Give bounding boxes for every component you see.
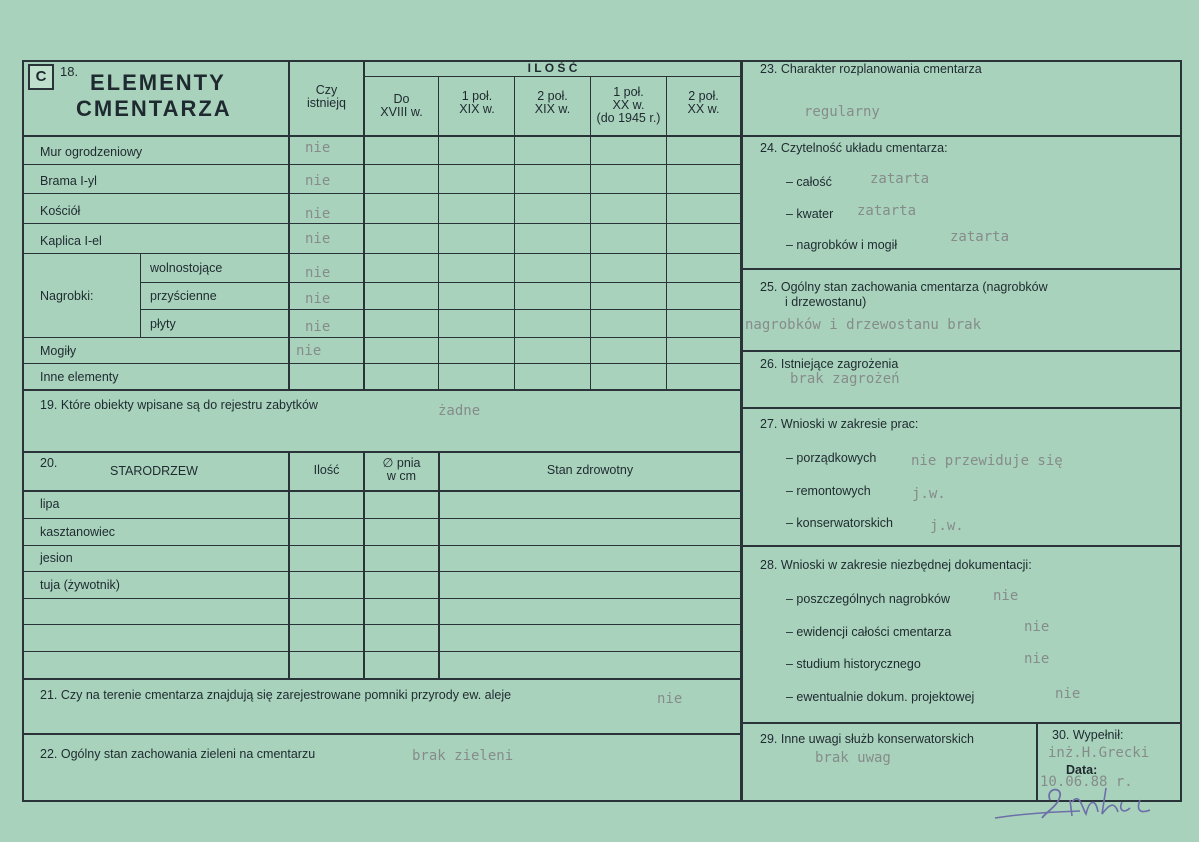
q30-date-label: Data: (1066, 763, 1098, 777)
q24-item-value-2: zatarta (857, 203, 917, 219)
q28-label: 28. Wnioski w zakresie niezbędnej dokumentacji: (760, 558, 1032, 572)
tree-row-1: lipa (40, 497, 60, 511)
grid-line (514, 76, 515, 390)
q27-item-label-2: – remontowych (786, 484, 871, 498)
col-exists-line2: istniejq (307, 96, 346, 110)
q28-item-value-4: nie (1055, 686, 1081, 702)
period-1-line2: XVIII w. (380, 105, 423, 119)
period-header-5 (667, 90, 740, 116)
tree-row-2: kasztanowiec (40, 525, 116, 539)
row-line (22, 518, 742, 519)
row-value-brama: nie (305, 173, 331, 189)
period-1-line1: Do (393, 92, 410, 106)
row-label-inne: Inne elementy (40, 370, 119, 384)
frame-middle (740, 60, 743, 802)
frame-right (1180, 60, 1182, 802)
row-label-kaplica: Kaplica I-el (40, 234, 102, 248)
section-line (742, 407, 1182, 409)
section-line (22, 451, 742, 453)
grid-line (438, 76, 439, 390)
row-line (140, 282, 742, 283)
row-line (22, 363, 742, 364)
q27-item-value-1: nie przewiduje się (911, 453, 1063, 469)
col-exists-line1: Czy (315, 83, 338, 97)
q30-date: 10.06.88 r. (1040, 774, 1133, 790)
tree-row-4: tuja (żywotnik) (40, 578, 120, 592)
grid-line (666, 76, 667, 390)
period-header-1 (365, 93, 438, 119)
period-3-line2: XIX w. (534, 102, 571, 116)
grid-line (438, 451, 440, 679)
period-5-line1: 2 poł. (688, 89, 719, 103)
row-line (22, 193, 742, 194)
signature (990, 778, 1175, 828)
row-line (22, 490, 742, 492)
q22-label: 22. Ogólny stan zachowania zieleni na cmentarzu (40, 747, 316, 761)
section-18-title-line2: CMENTARZA (76, 96, 232, 121)
section-line (22, 678, 742, 680)
q20-col-stan: Stan zdrowotny (546, 463, 634, 477)
q20-col-ilosc: Ilość (313, 463, 340, 477)
grid-line (363, 451, 365, 679)
q24-label: 24. Czytelność układu cmentarza: (760, 141, 948, 155)
grid-line (22, 135, 742, 137)
nagrobki-row-value-2: nie (305, 291, 331, 307)
q19-label: 19. Które obiekty wpisane są do rejestru zabytków (40, 398, 318, 412)
q27-item-value-3: j.w. (930, 518, 964, 534)
q27-item-label-1: – porządkowych (786, 451, 877, 465)
q28-item-value-3: nie (1024, 651, 1050, 667)
q20-col-pnia-line1: ∅ pnia (382, 456, 421, 470)
q25-label-1: 25. Ogólny stan zachowania cmentarza (nagrobków (760, 280, 1048, 294)
row-line (22, 253, 742, 254)
row-line (22, 571, 742, 572)
period-5-line2: XX w. (687, 102, 720, 116)
section-line (742, 545, 1182, 547)
q24-item-label-3: – nagrobków i mogił (786, 238, 898, 252)
section-18-title-line1: ELEMENTY (90, 70, 226, 95)
nagrobki-row-value-1: nie (305, 265, 331, 281)
q23-label: 23. Charakter rozplanowania cmentarza (760, 62, 982, 76)
period-2-line2: XIX w. (459, 102, 495, 116)
section-line (742, 350, 1182, 352)
q21-label: 21. Czy na terenie cmentarza znajdują się zarejestrowane pomniki przyrody ew. aleje (40, 688, 512, 702)
q24-item-value-3: zatarta (950, 229, 1010, 245)
q22-value: brak zieleni (412, 748, 514, 764)
row-label-brama: Brama I-yl (40, 174, 97, 188)
nagrobki-row-value-3: nie (305, 319, 331, 335)
q20-title: STARODRZEW (110, 464, 198, 478)
q28-item-label-4: – ewentualnie dokum. projektowej (786, 690, 975, 704)
q26-value: brak zagrożeń (790, 371, 900, 387)
grid-line (140, 253, 141, 337)
tree-row-3: jesion (40, 551, 73, 565)
q28-item-label-2: – ewidencji całości cmentarza (786, 625, 952, 639)
q21-value: nie (657, 691, 683, 707)
row-line (22, 624, 742, 625)
q25-label-2: i drzewostanu) (785, 295, 867, 309)
period-4-line3: (do 1945 r.) (596, 111, 661, 125)
section-line (742, 722, 1182, 724)
row-value-mur: nie (305, 140, 331, 156)
q28-item-label-3: – studium historycznego (786, 657, 921, 671)
row-line (22, 598, 742, 599)
section-18-number: 18. (60, 64, 79, 79)
nagrobki-row-label-3: płyty (150, 317, 176, 331)
q27-item-label-3: – konserwatorskich (786, 516, 893, 530)
q20-number: 20. (40, 456, 58, 470)
row-line (22, 223, 742, 224)
q19-value: żadne (438, 403, 481, 419)
period-header-3 (515, 90, 590, 116)
row-line (22, 651, 742, 652)
q28-item-value-2: nie (1024, 619, 1050, 635)
row-line (22, 545, 742, 546)
q23-value: regularny (804, 104, 880, 120)
row-label-kosciol: Kościół (40, 204, 81, 218)
row-value-mogily: nie (296, 343, 322, 359)
period-3-line1: 2 poł. (537, 89, 568, 103)
row-value-kaplica: nie (305, 231, 331, 247)
q20-col-pnia-line2: w cm (386, 469, 417, 483)
row-label-mogily: Mogiły (40, 344, 77, 358)
q30-name: inż.H.Grecki (1048, 745, 1150, 761)
nagrobki-row-label-1: wolnostojące (150, 261, 223, 275)
section-line (22, 389, 742, 391)
ilosc-header: I L O Ś Ć (527, 61, 578, 75)
row-value-kosciol: nie (305, 206, 331, 222)
q29-label: 29. Inne uwagi służb konserwatorskich (760, 732, 975, 746)
period-header-4 (591, 86, 666, 125)
q20-col-pnia (365, 457, 438, 483)
section-line (742, 135, 1182, 137)
q27-item-value-2: j.w. (912, 486, 946, 502)
row-line (22, 164, 742, 165)
section-line (22, 733, 742, 735)
q24-item-label-1: – całość (786, 175, 832, 189)
grid-line (288, 451, 290, 679)
period-4-line2: XX w. (612, 98, 645, 112)
row-line (140, 309, 742, 310)
section-line (742, 268, 1182, 270)
q24-item-label-2: – kwater (786, 207, 834, 221)
q26-label: 26. Istniejące zagrożenia (760, 357, 899, 371)
q24-item-value-1: zatarta (870, 171, 930, 187)
q28-item-value-1: nie (993, 588, 1019, 604)
period-4-line1: 1 poł. (613, 85, 644, 99)
row-line (22, 337, 742, 338)
q25-value: nagrobków i drzewostanu brak (745, 317, 982, 333)
row-label-mur: Mur ogrodzeniowy (40, 145, 143, 159)
frame-left (22, 60, 24, 802)
nagrobki-label: Nagrobki: (40, 289, 94, 303)
q29-value: brak uwag (815, 750, 891, 766)
q30-label: 30. Wypełnił: (1052, 728, 1124, 742)
grid-line (363, 76, 741, 77)
period-2-line1: 1 poł. (461, 89, 493, 103)
section-letter-box: C (28, 64, 54, 90)
period-header-2 (440, 90, 514, 116)
q27-label: 27. Wnioski w zakresie prac: (760, 417, 919, 431)
nagrobki-row-label-2: przyścienne (150, 289, 217, 303)
q28-item-label-1: – poszczególnych nagrobków (786, 592, 950, 606)
col-exists-header (290, 84, 363, 110)
